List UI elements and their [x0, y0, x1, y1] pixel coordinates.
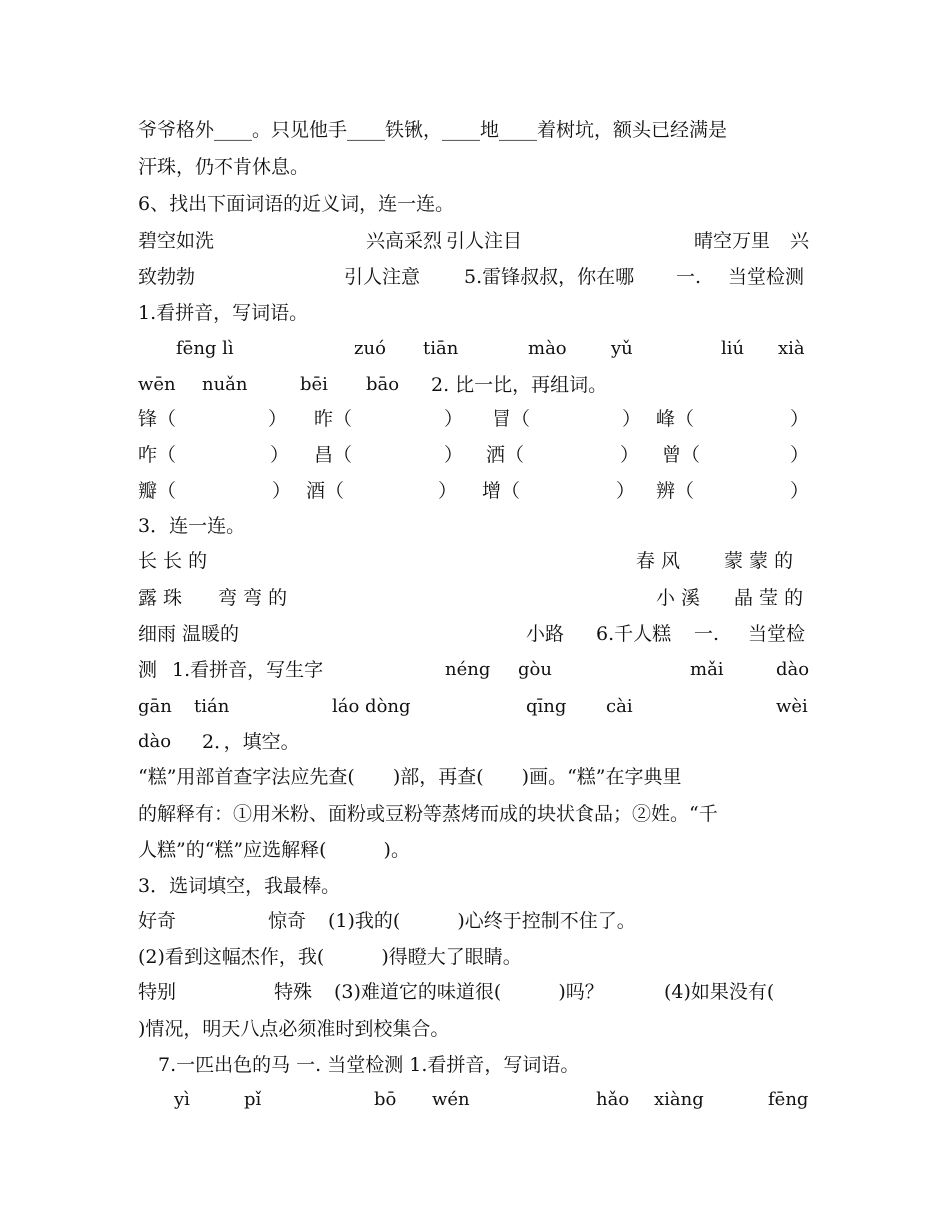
choice-row [138, 906, 814, 936]
pinyin: dào [138, 731, 172, 752]
char-close: ） [268, 408, 288, 430]
pinyin: mào [528, 338, 567, 359]
char-close: ） [616, 480, 636, 502]
question: (2)看到这幅杰作，我( )得瞪大了眼睛。 [138, 946, 522, 968]
text-line: 汗珠，仍不肯休息。 [138, 156, 310, 178]
pinyin: yì [174, 1089, 190, 1110]
char-close: ） [622, 408, 642, 430]
word: 引人注目 [446, 230, 523, 252]
pinyin: xià [778, 338, 805, 359]
pinyin: mǎi [690, 659, 724, 680]
question: (1)我的( )心终于控制不住了。 [328, 910, 636, 932]
char-open: 曾（ [662, 444, 701, 466]
lesson-title: 7.一匹出色的马 一. 当堂检测 1.看拼音，写词语。 [158, 1054, 580, 1076]
word: 引人注意 [344, 266, 421, 288]
pinyin: wèi [776, 696, 808, 717]
lesson-title: 6.千人糕 [596, 623, 672, 645]
pinyin: cài [606, 696, 633, 717]
pinyin: liú [721, 338, 745, 359]
word: 特殊 [274, 981, 313, 1003]
match-row [138, 619, 814, 649]
word: 晴空万里 [694, 230, 771, 252]
pinyin: xiàng [654, 1089, 704, 1110]
section-heading: 2. 比一比，再组词。 [431, 374, 608, 396]
char-open: 咋（ [138, 444, 177, 466]
synonym-row [138, 226, 814, 256]
pinyin-row [138, 334, 814, 364]
section-heading: 3．选词填空，我最棒。 [138, 875, 341, 897]
word: 蒙 蒙 的 [724, 550, 794, 572]
pinyin-row [138, 370, 814, 400]
char-close: ） [270, 444, 290, 466]
char-open: 瓣（ [138, 480, 177, 502]
pinyin: yǔ [611, 338, 633, 359]
pinyin: bēi [300, 374, 328, 395]
lesson-title: 5.雷锋叔叔，你在哪 [464, 266, 635, 288]
word: 长 长 的 [138, 550, 208, 572]
text-line: 爷爷格外____。只见他手____铁锹，____地____着树坑，额头已经满是 [138, 119, 728, 141]
pinyin: dào [776, 659, 810, 680]
pinyin: néng [445, 659, 491, 680]
word: 细雨 温暖的 [138, 623, 240, 645]
question: (4)如果没有( [664, 981, 775, 1003]
pinyin: gòu [518, 659, 552, 680]
compare-row [138, 404, 814, 434]
text: 测 [138, 659, 158, 681]
char-close: ） [444, 444, 464, 466]
question: )情况，明天八点必须准时到校集合。 [138, 1018, 450, 1040]
pinyin-row [138, 1085, 814, 1115]
word: 碧空如洗 [138, 230, 215, 252]
text: 1.看拼音，写生字 [172, 659, 324, 681]
char-open: 酒（ [306, 480, 345, 502]
choice-row [138, 977, 814, 1007]
word: 兴高采烈 [366, 230, 443, 252]
char-open: 锋（ [138, 408, 177, 430]
question: (3)难道它的味道很( )吗？ [334, 981, 604, 1003]
pinyin: fēng [768, 1089, 809, 1110]
char-close: ） [790, 408, 810, 430]
compare-row [138, 476, 814, 506]
pinyin-row [138, 692, 814, 722]
pinyin: láo dòng [332, 696, 411, 717]
match-row [138, 583, 814, 613]
char-close: ） [620, 444, 640, 466]
text-line [138, 727, 814, 757]
text-line: 人糕”的“糕”应选解释( )。 [138, 839, 410, 861]
pinyin: bō [374, 1089, 397, 1110]
word: 小路 [526, 623, 565, 645]
section-heading: 3．连一连。 [138, 515, 246, 537]
pinyin: tián [194, 696, 230, 717]
pinyin: fēng lì [176, 338, 234, 359]
char-close: ） [790, 444, 810, 466]
text-line: 1.看拼音，写词语。 [138, 302, 309, 324]
text-line: 的解释有：①用米粉、面粉或豆粉等蒸烤而成的块状食品；②姓。“千 [138, 803, 718, 825]
pinyin: wén [432, 1089, 470, 1110]
pinyin: bāo [366, 374, 400, 395]
word: 露 珠 [138, 587, 183, 609]
char-open: 峰（ [656, 408, 695, 430]
text: 一. [694, 623, 720, 645]
text-line: “糕”用部首查字法应先查( )部，再查( )画。“糕”在字典里 [138, 766, 682, 788]
char-open: 增（ [482, 480, 521, 502]
char-close: ） [790, 480, 810, 502]
section-heading: 6、找出下面词语的近义词，连一连。 [138, 193, 455, 215]
word: 弯 弯 的 [218, 587, 288, 609]
char-close: ） [444, 408, 464, 430]
word: 小 溪 [656, 587, 701, 609]
pinyin: wēn [138, 374, 176, 395]
synonym-row [138, 262, 814, 292]
char-close: ） [272, 480, 292, 502]
char-open: 昨（ [314, 408, 353, 430]
word: 特别 [138, 981, 177, 1003]
section-heading: 2．，填空。 [202, 731, 300, 753]
char-open: 昌（ [314, 444, 353, 466]
word: 兴 [790, 230, 810, 252]
pinyin: pǐ [244, 1089, 262, 1110]
text: 一. [676, 266, 702, 288]
pinyin: nuǎn [202, 374, 248, 395]
word: 晶 莹 的 [734, 587, 804, 609]
pinyin-row [138, 655, 814, 685]
text: 当堂检 [748, 623, 806, 645]
text: 当堂检测 [728, 266, 805, 288]
word: 致勃勃 [138, 266, 196, 288]
char-open: 冒（ [492, 408, 531, 430]
char-open: 洒（ [486, 444, 525, 466]
word: 好奇 [138, 910, 177, 932]
match-row [138, 546, 814, 576]
char-close: ） [438, 480, 458, 502]
word: 春 风 [636, 550, 681, 572]
compare-row [138, 440, 814, 470]
pinyin: gān [138, 696, 172, 717]
word: 惊奇 [268, 910, 307, 932]
char-open: 辨（ [656, 480, 695, 502]
pinyin: hǎo [596, 1089, 630, 1110]
pinyin: zuó [354, 338, 386, 359]
pinyin: qīng [526, 696, 567, 717]
pinyin: tiān [423, 338, 459, 359]
